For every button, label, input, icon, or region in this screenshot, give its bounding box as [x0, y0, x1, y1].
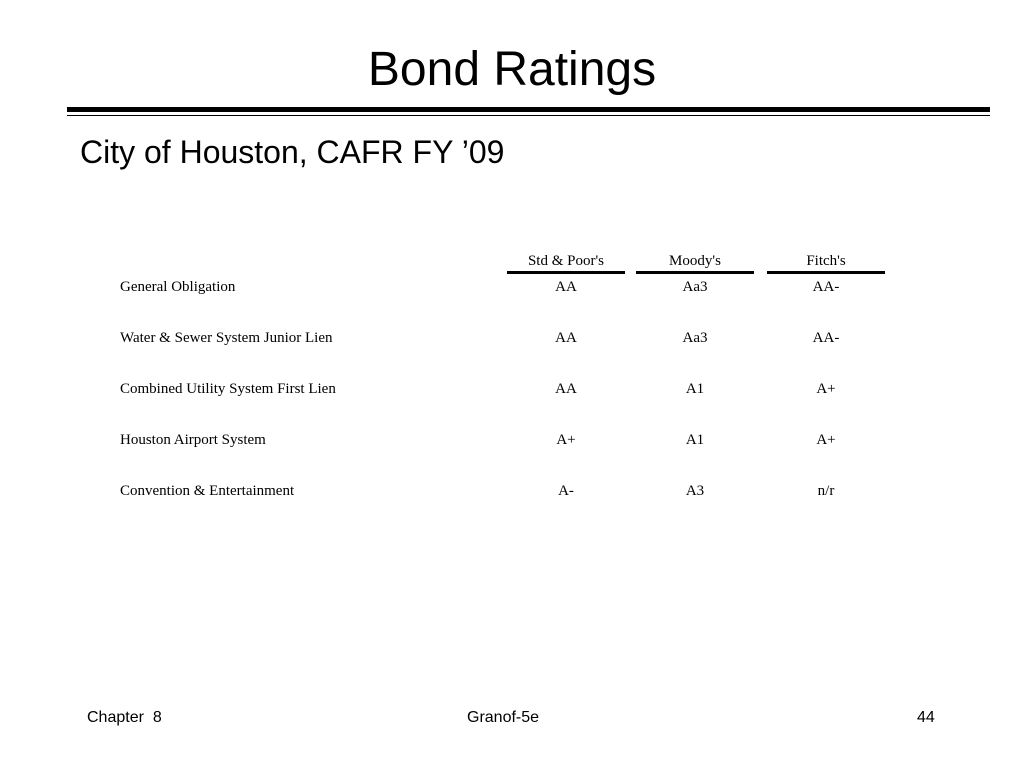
slide-subtitle: City of Houston, CAFR FY ’09: [80, 134, 505, 170]
row-label: Water & Sewer System Junior Lien: [120, 330, 333, 346]
footer-book: Granof-5e: [467, 709, 540, 726]
row-label: Combined Utility System First Lien: [120, 381, 336, 397]
footer-page-number: 44: [917, 709, 935, 726]
rating-moodys: Aa3: [682, 279, 708, 295]
rating-moodys: A3: [685, 483, 705, 499]
slide-title: Bond Ratings: [367, 43, 657, 96]
header-std-poors: Std & Poor's: [507, 252, 625, 274]
rating-sp: AA: [555, 330, 577, 346]
rating-sp: A+: [556, 432, 576, 448]
rating-moodys: A1: [685, 381, 705, 397]
row-label: General Obligation: [120, 279, 236, 295]
footer-chapter: Chapter 8: [87, 709, 162, 726]
rating-fitch: A+: [816, 381, 836, 397]
rating-fitch: AA-: [812, 330, 840, 346]
rating-fitch: AA-: [812, 279, 840, 295]
rating-moodys: A1: [685, 432, 705, 448]
rating-sp: AA: [555, 381, 577, 397]
rating-fitch: n/r: [817, 483, 835, 499]
header-fitchs: Fitch's: [767, 252, 885, 274]
row-label: Convention & Entertainment: [120, 483, 295, 499]
rating-moodys: Aa3: [682, 330, 708, 346]
rating-sp: AA: [555, 279, 577, 295]
rating-fitch: A+: [816, 432, 836, 448]
header-moodys: Moody's: [636, 252, 754, 274]
rating-sp: A-: [558, 483, 574, 499]
row-label: Houston Airport System: [120, 432, 266, 448]
